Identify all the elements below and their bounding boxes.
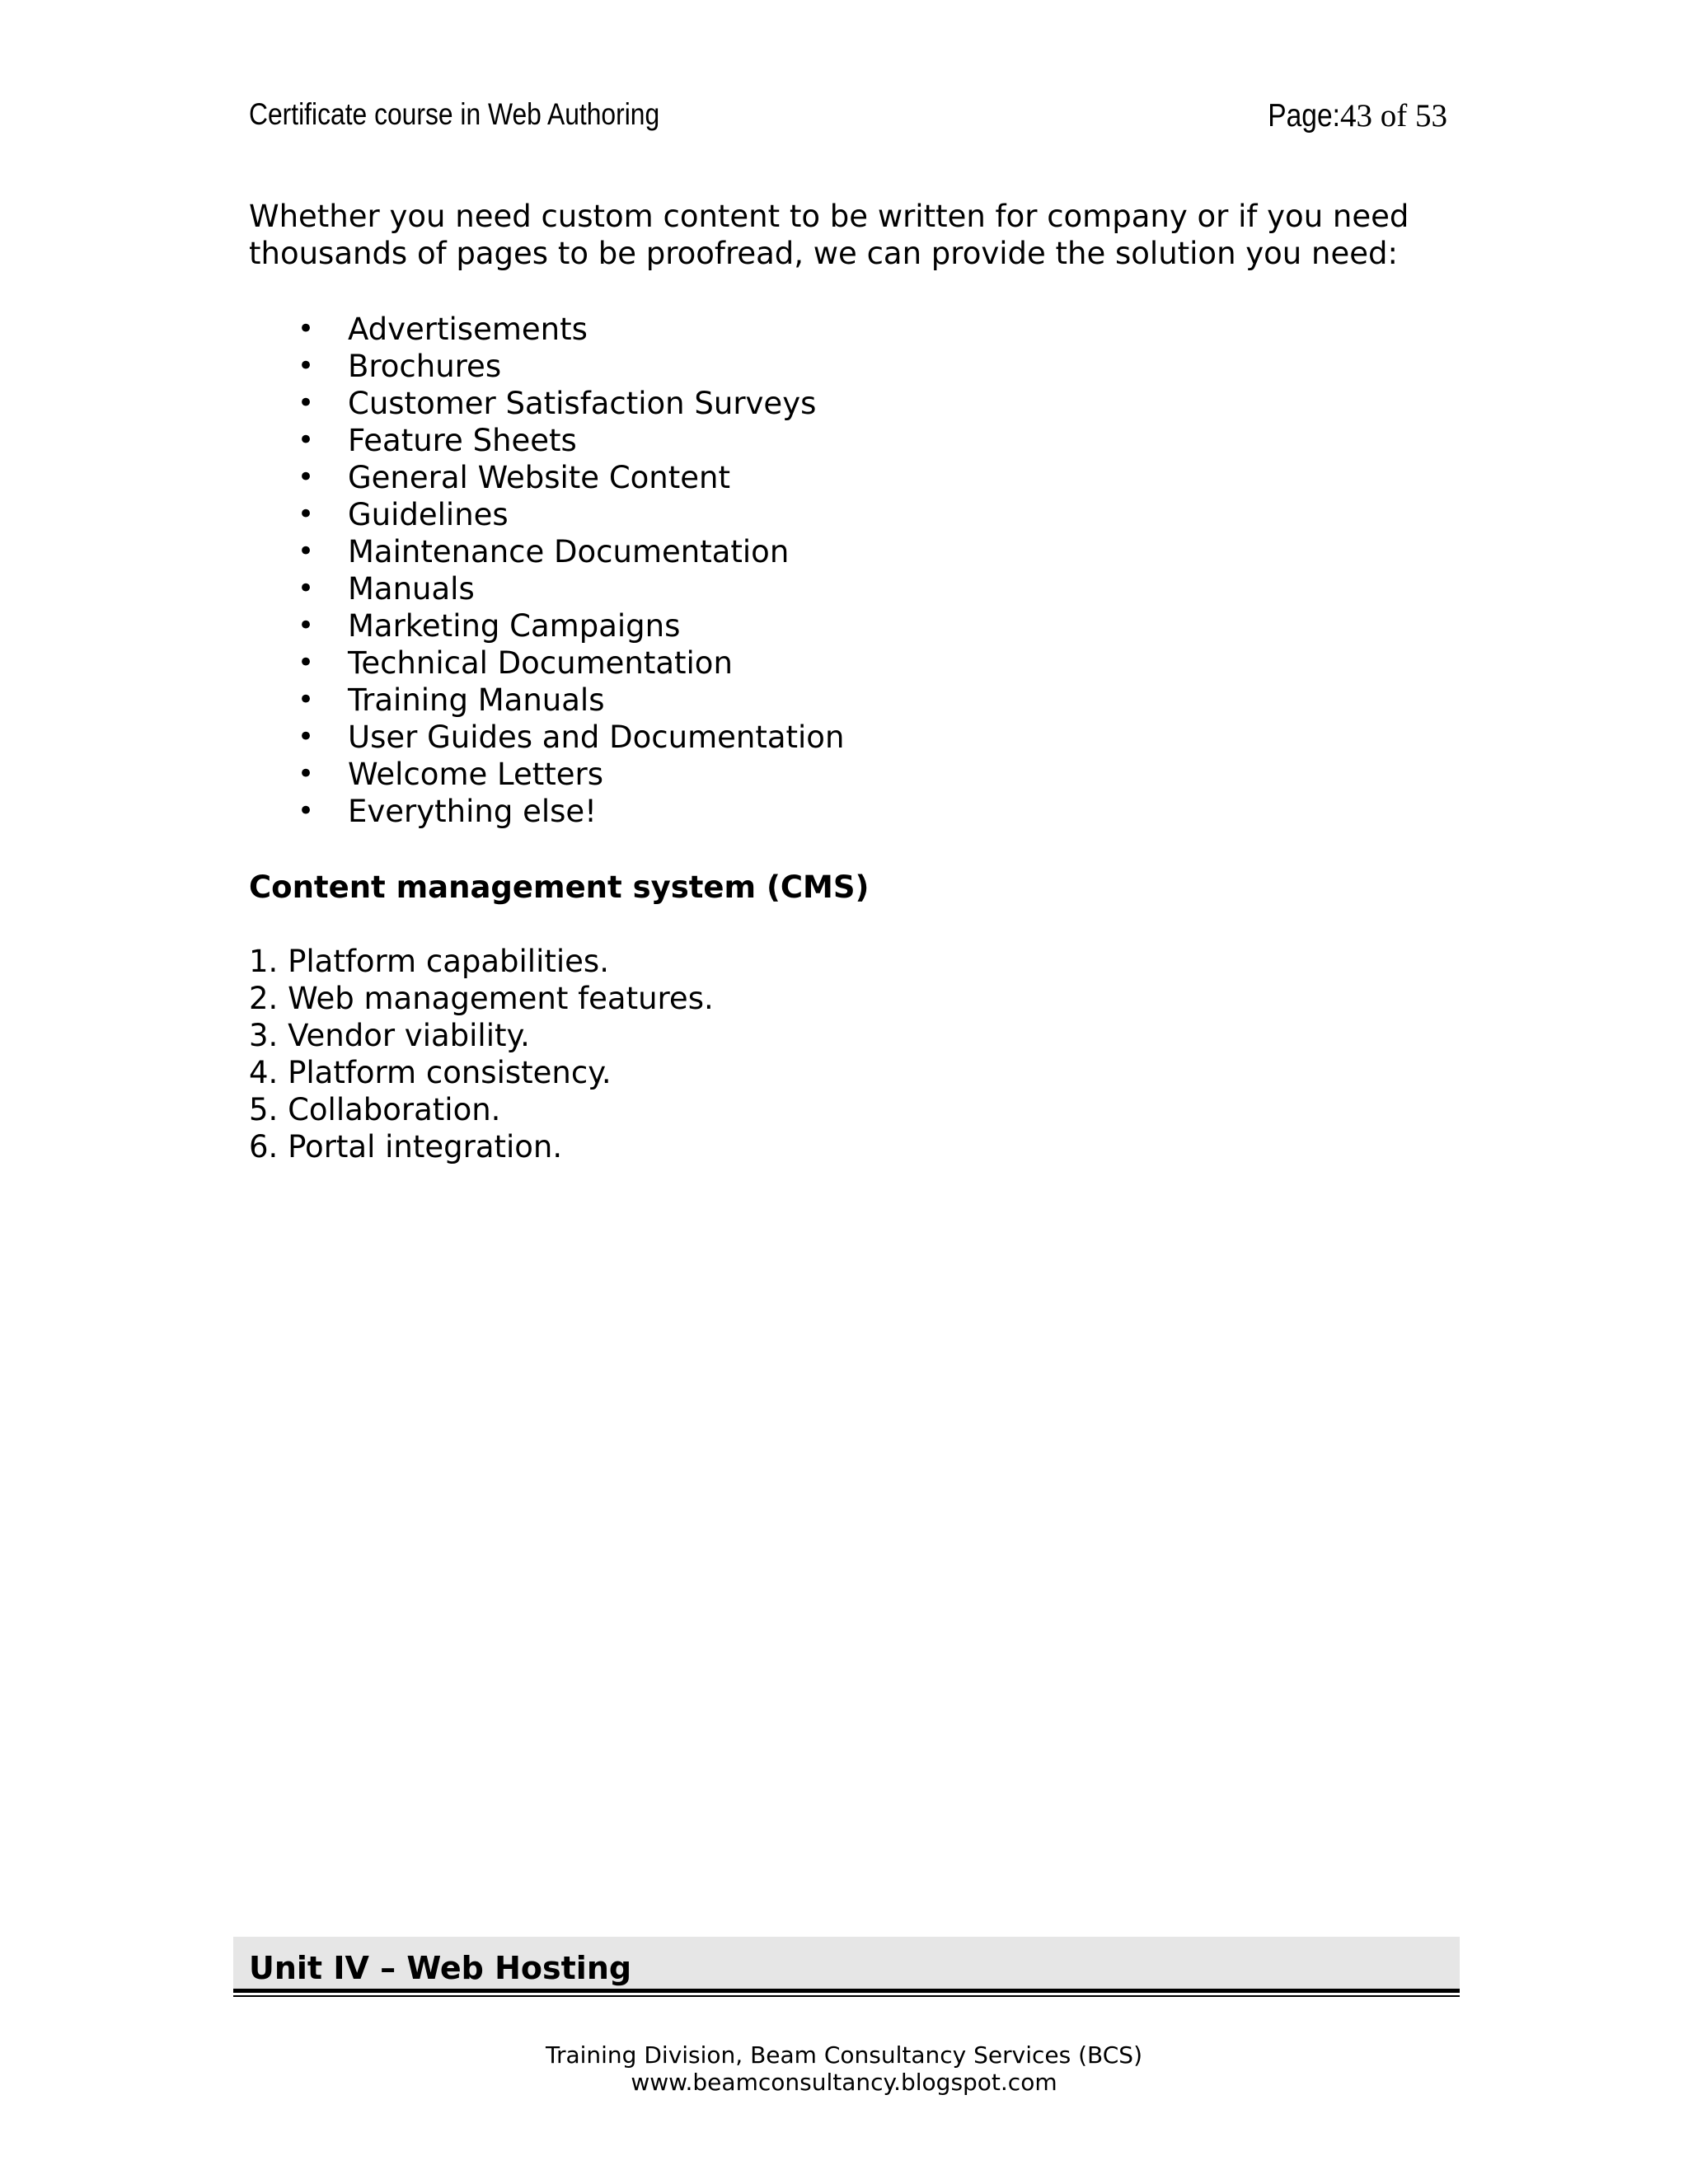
footer-divider-thin (233, 1995, 1460, 1997)
list-item: 3. Vendor viability. (249, 1018, 530, 1053)
bullet-icon: • (298, 349, 315, 382)
bullet-icon: • (298, 498, 315, 531)
list-item (249, 422, 844, 459)
list-item-label: Everything else! (348, 794, 597, 829)
list-item-label: Maintenance Documentation (348, 534, 790, 569)
list-item (249, 719, 844, 756)
bullet-icon: • (298, 312, 315, 345)
bullet-icon: • (298, 387, 315, 419)
list-item-label: Marketing Campaigns (348, 608, 681, 644)
bullet-icon: • (298, 461, 315, 494)
list-item (249, 496, 844, 533)
footer-divider-thick (233, 1989, 1460, 1993)
list-item (249, 793, 844, 830)
list-item-label: Guidelines (348, 497, 509, 532)
page-label: Page: (1268, 98, 1340, 134)
page-number: 43 of 53 (1340, 98, 1447, 134)
list-item-label: Customer Satisfaction Surveys (348, 386, 817, 421)
list-item (249, 570, 844, 607)
list-item (249, 682, 844, 719)
list-item: 4. Platform consistency. (249, 1055, 612, 1090)
page-indicator (1256, 97, 1447, 134)
cms-heading: Content management system (CMS) (249, 869, 870, 905)
list-item-label: Technical Documentation (348, 645, 733, 681)
bullet-icon: • (298, 535, 315, 568)
course-title: Certificate course in Web Authoring (249, 97, 660, 131)
list-item (249, 756, 844, 793)
footer-website: www.beamconsultancy.blogspot.com (631, 2069, 1057, 2096)
list-item (249, 348, 844, 385)
list-item-label: Brochures (348, 349, 502, 384)
list-item-label: General Website Content (348, 460, 730, 495)
list-item: 5. Collaboration. (249, 1092, 501, 1127)
list-item-label: User Guides and Documentation (348, 719, 845, 755)
list-item-label: Welcome Letters (348, 757, 604, 792)
list-item (249, 459, 844, 496)
bullet-icon: • (298, 646, 315, 679)
cms-criteria-list (249, 943, 714, 1165)
bullet-icon: • (298, 757, 315, 790)
list-item: 1. Platform capabilities. (249, 944, 609, 979)
unit-title: Unit IV – Web Hosting (249, 1950, 632, 1986)
list-item-label: Advertisements (348, 312, 588, 347)
services-list (249, 311, 844, 830)
list-item-label: Training Manuals (348, 682, 605, 718)
list-item-label: Manuals (348, 571, 475, 607)
list-item: 6. Portal integration. (249, 1129, 563, 1165)
bullet-icon: • (298, 683, 315, 716)
bullet-icon: • (298, 572, 315, 605)
footer-organization: Training Division, Beam Consultancy Services (BCS) (545, 2041, 1143, 2069)
bullet-icon: • (298, 794, 315, 827)
list-item: 2. Web management features. (249, 981, 714, 1016)
intro-paragraph: Whether you need custom content to be written for company or if you need thousands of pages to be proofread, we can provide the solution you need: (249, 199, 1409, 271)
bullet-icon: • (298, 609, 315, 642)
list-item (249, 533, 844, 570)
list-item (249, 385, 844, 422)
list-item (249, 311, 844, 348)
bullet-icon: • (298, 720, 315, 753)
list-item (249, 607, 844, 644)
list-item-label: Feature Sheets (348, 423, 577, 458)
list-item (249, 644, 844, 682)
bullet-icon: • (298, 424, 315, 457)
